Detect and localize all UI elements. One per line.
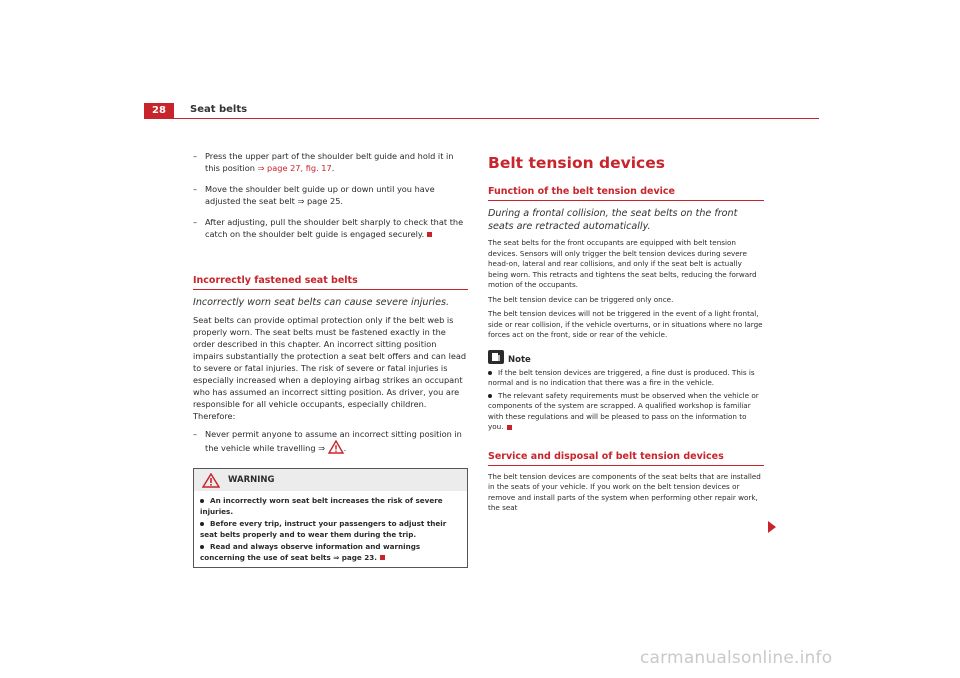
step-3-text: After adjusting, pull the shoulder belt sharply to check that the catch on the shoulder belt guide is engaged securely. bbox=[205, 217, 464, 239]
step-1-tail: . bbox=[331, 163, 335, 173]
note-item-text: If the belt tension devices are triggered, a fine dust is produced. This is normal and is no indication that there was a fire in the vehicle. bbox=[488, 367, 755, 387]
step-never-permit-text: Never permit anyone to assume an incorrect sitting position in the vehicle while travelling ⇒ bbox=[205, 429, 462, 453]
section-rule bbox=[488, 200, 764, 201]
running-header-title: Seat belts bbox=[190, 104, 248, 115]
section-lead: Incorrectly worn seat belts can cause severe injuries. bbox=[193, 297, 450, 308]
section-title-function: Function of the belt tension device bbox=[488, 186, 675, 197]
right-column bbox=[488, 154, 764, 518]
chapter-heading: Belt tension devices bbox=[488, 154, 665, 172]
bullet-icon bbox=[200, 545, 204, 549]
function-paragraph: The belt tension device can be triggered only once. bbox=[488, 294, 674, 304]
bullet-icon bbox=[488, 371, 492, 375]
page-reference-link[interactable]: ⇒ page 27, fig. 17 bbox=[257, 163, 332, 173]
step-2 bbox=[193, 183, 468, 207]
note-item bbox=[488, 368, 764, 389]
page-number: 28 bbox=[144, 103, 174, 118]
step-3 bbox=[193, 216, 468, 240]
warning-triangle-icon bbox=[202, 473, 220, 488]
end-marker-icon bbox=[427, 232, 432, 237]
bullet-icon bbox=[488, 394, 492, 398]
warning-item bbox=[200, 496, 461, 517]
warning-box bbox=[193, 468, 468, 568]
note-icon bbox=[488, 350, 504, 364]
step-1 bbox=[193, 150, 468, 174]
section-rule bbox=[488, 465, 764, 466]
section-rule bbox=[193, 289, 468, 290]
warning-item-text: Before every trip, instruct your passengers to adjust their seat belts properly and to wear them during the trip. bbox=[200, 519, 447, 539]
step-2-text: Move the shoulder belt guide up or down until you have adjusted the seat belt ⇒ page 25. bbox=[205, 184, 435, 206]
bullet-icon bbox=[200, 522, 204, 526]
end-marker-icon bbox=[507, 425, 512, 430]
section-body: Seat belts can provide optimal protection only if the belt web is properly worn. The seat belts must be fastened exactly in the order described in this chapter. An incorrect sitting position impairs substantially the protection a seat belt offers and can lead to severe or fatal injuries. The risk of severe or fatal injuries is especially increased when a deploying airbag strikes an occupant who has assumed an incorrect sitting position. As driver, you are responsible for all vehicle occupants, especially children. Therefore: bbox=[193, 315, 467, 421]
function-paragraph: The belt tension devices will not be triggered in the event of a light frontal, side or rear collision, if the vehicle overturns, or in situations where no large forces act on the front, side or rear of the vehicle. bbox=[488, 309, 763, 339]
warning-triangle-icon bbox=[328, 440, 344, 454]
note-item bbox=[488, 391, 764, 433]
bullet-icon bbox=[200, 499, 204, 503]
left-column bbox=[193, 150, 468, 568]
warning-item-text: Read and always observe information and warnings concerning the use of seat belts ⇒ page 23. bbox=[200, 542, 421, 562]
watermark: carmanualsonline.info bbox=[640, 648, 833, 668]
continue-arrow-icon bbox=[768, 521, 776, 533]
step-1-text: Press the upper part of the shoulder belt guide and hold it in this position bbox=[205, 151, 454, 173]
service-body: The belt tension devices are components of the seat belts that are installed in the seats of your vehicle. If you work on the belt tension devices or remove and install parts of the system when performing other repair work, the seat bbox=[488, 471, 761, 512]
section-title-service: Service and disposal of belt tension devices bbox=[488, 450, 724, 462]
warning-header bbox=[194, 469, 467, 491]
warning-item bbox=[200, 542, 461, 563]
warning-item bbox=[200, 519, 461, 540]
warning-item-text: An incorrectly worn seat belt increases the risk of severe injuries. bbox=[200, 496, 443, 516]
function-paragraph: The seat belts for the front occupants are equipped with belt tension devices. Sensors will only trigger the belt tension devices during severe head-on, lateral and rear collisions, and only if the seat belt is actually being worn. This retracts and tightens the seat belts, reducing the forward motion of the occupants. bbox=[488, 238, 757, 289]
step-never-permit: – Never permit anyone to assume an incorrect sitting position in the vehicle while travelling ⇒ . bbox=[193, 428, 468, 454]
section-title-incorrect-belts: Incorrectly fastened seat belts bbox=[193, 275, 358, 286]
note-label: Note bbox=[508, 354, 531, 365]
function-lead: During a frontal collision, the seat belts on the front seats are retracted automatically. bbox=[488, 208, 738, 232]
note-item-text: The relevant safety requirements must be observed when the vehicle or components of the system are scrapped. A qualified workshop is familiar with these regulations and will be pleased to pass on the information to you. bbox=[488, 390, 759, 431]
header-rule bbox=[144, 118, 819, 119]
warning-label: WARNING bbox=[228, 475, 275, 485]
note-header bbox=[488, 349, 764, 365]
end-marker-icon bbox=[380, 555, 385, 560]
